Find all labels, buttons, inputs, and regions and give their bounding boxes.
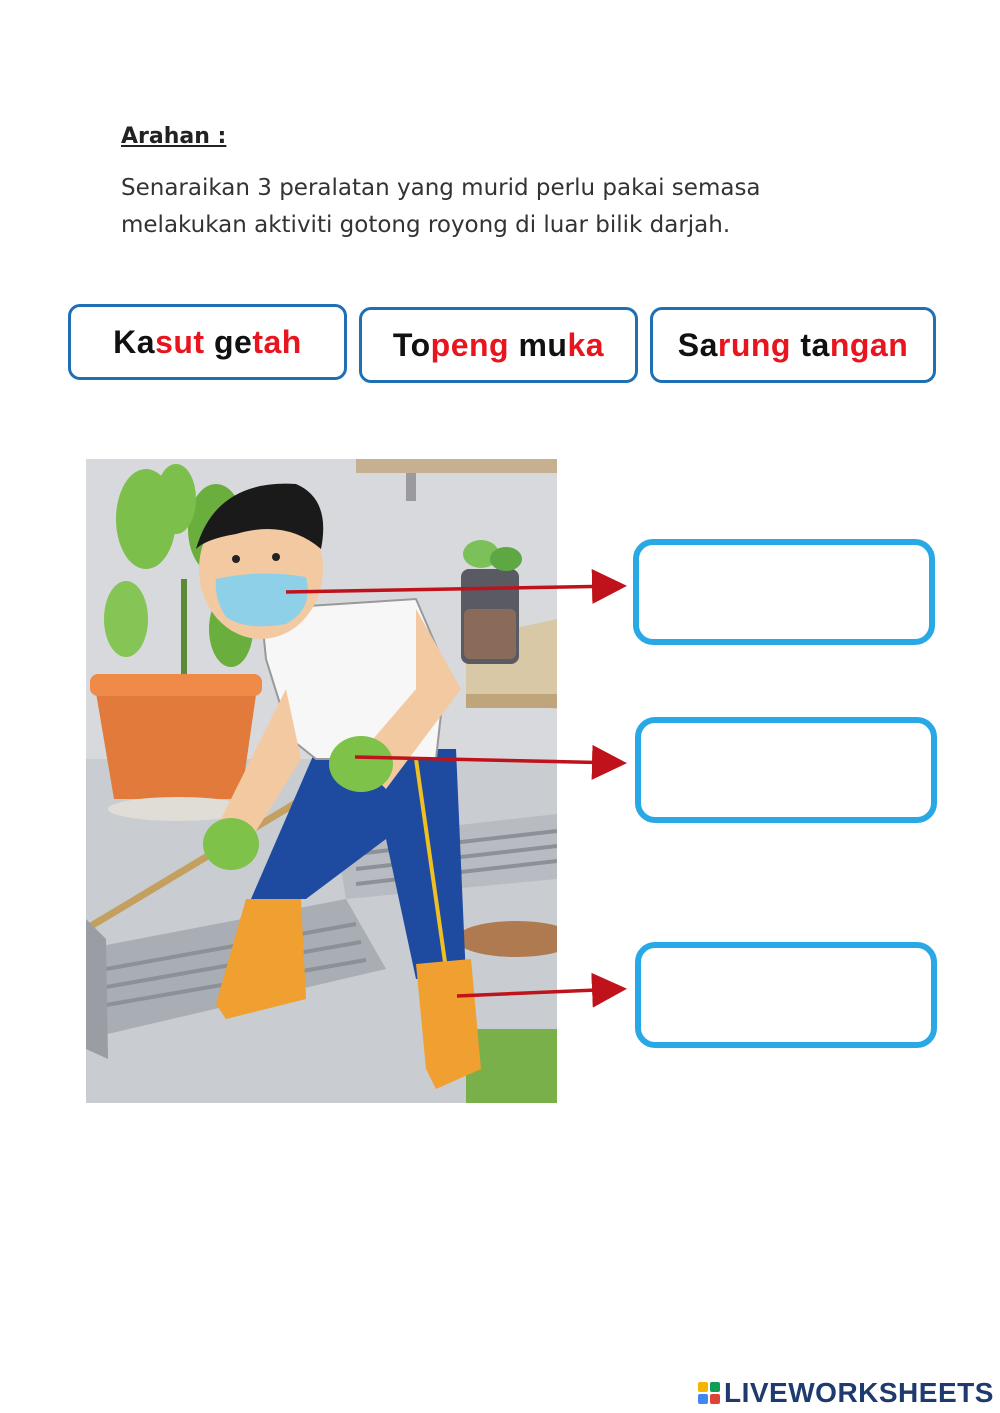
- gardening-boy-illustration: [86, 459, 557, 1103]
- word-seg: ngan: [829, 326, 909, 363]
- word-seg: ta: [790, 326, 830, 363]
- word-seg: rung: [717, 326, 791, 363]
- word-seg: To: [392, 326, 431, 363]
- brand-text: LIVEWORKSHEETS: [724, 1377, 994, 1408]
- word-seg: Ka: [113, 323, 156, 360]
- word-seg: peng: [430, 326, 510, 363]
- instructions-title: Arahan :: [121, 124, 227, 149]
- word-seg: sut: [155, 323, 205, 360]
- liveworksheets-logo: [698, 1378, 994, 1408]
- answer-box-gloves[interactable]: [635, 717, 937, 823]
- instructions-text: Senaraikan 3 peralatan yang murid perlu pakai semasa melakukan aktiviti gotong royong di luar bilik darjah.: [121, 175, 761, 238]
- word-seg: tah: [252, 323, 302, 360]
- answer-box-boots[interactable]: [635, 942, 937, 1048]
- word-seg: ge: [204, 323, 253, 360]
- word-seg: Sa: [677, 326, 718, 363]
- word-topeng-muka[interactable]: [359, 307, 638, 383]
- answer-box-mask[interactable]: [633, 539, 935, 645]
- word-kasut-getah[interactable]: [68, 304, 347, 380]
- logo-icon: [698, 1382, 720, 1404]
- word-sarung-tangan[interactable]: [650, 307, 936, 383]
- word-seg: mu: [509, 326, 568, 363]
- word-seg: ka: [567, 326, 605, 363]
